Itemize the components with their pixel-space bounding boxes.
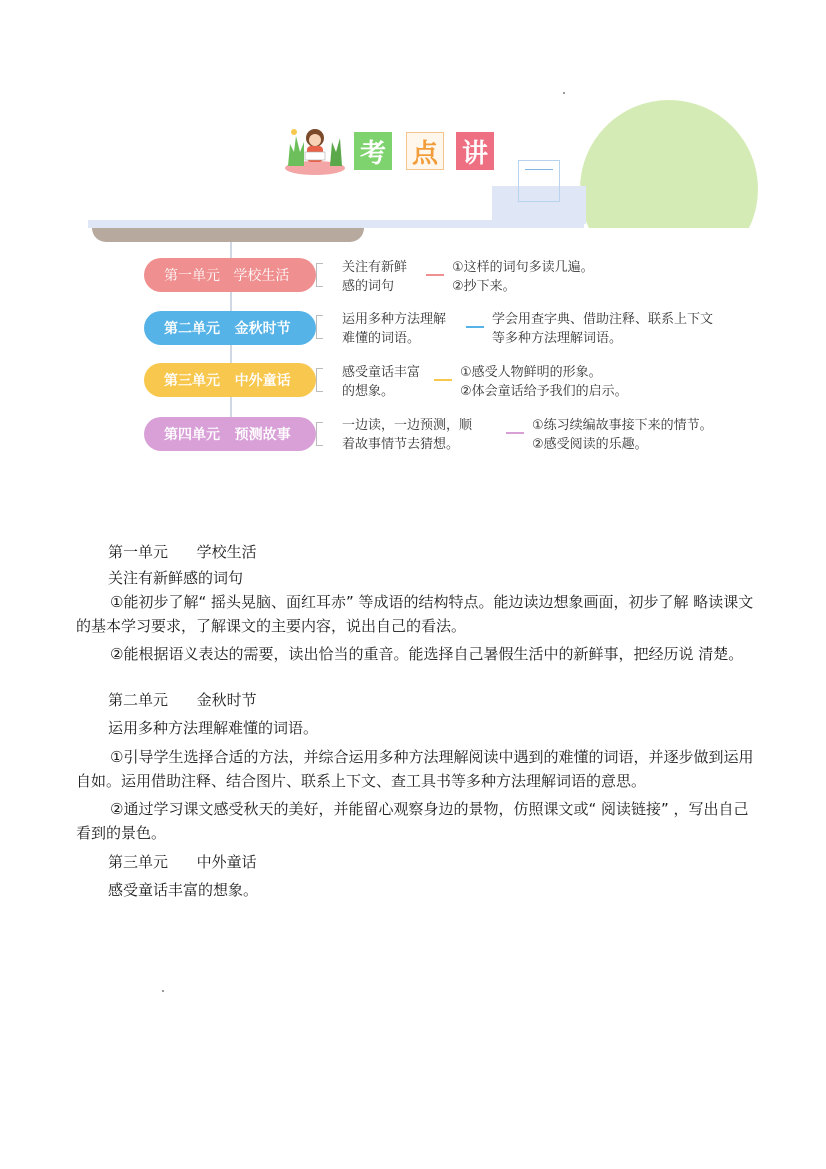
- unit1-paragraph-2: ②能根据语义表达的需要，读出恰当的重音。能选择自己暑假生活中的新鲜事，把经历说 清楚。: [110, 645, 744, 663]
- title-char-jiang: 讲: [456, 132, 494, 170]
- mindmap-goal-4: [342, 416, 492, 454]
- mindmap-bracket: [316, 315, 331, 339]
- title-char-dian: 点: [406, 132, 444, 170]
- skill-line: ②体会童话给予我们的启示。: [460, 384, 628, 399]
- mindmap-unit-3: 第三单元 中外童话: [144, 363, 316, 397]
- skill-line: ②感受阅读的乐趣。: [532, 437, 648, 452]
- skill-line: 等多种方法理解词语。: [492, 331, 623, 346]
- skill-line: ①感受人物鲜明的形象。: [460, 365, 602, 380]
- decorative-outline-box: [518, 160, 560, 202]
- unit2-subheading: 运用多种方法理解难懂的词语。: [108, 719, 319, 737]
- skill-line: ①这样的词句多读几遍。: [452, 260, 594, 275]
- mindmap-goal-3: [342, 363, 472, 401]
- unit3-subheading: 感受童话丰富的想象。: [108, 881, 259, 899]
- goal-line: 着故事情节去猜想。: [342, 437, 460, 452]
- mindmap-skills-3: [460, 363, 628, 401]
- mindmap-skills-1: [452, 258, 594, 296]
- unit1-heading: 第一单元 学校生活: [108, 543, 257, 561]
- mindmap-bracket: [316, 368, 331, 392]
- decorative-dot: [162, 990, 164, 992]
- goal-line: 关注有新鲜: [342, 260, 408, 275]
- mindmap-unit-1: 第一单元 学校生活: [144, 258, 316, 292]
- mindmap-skills-4: [532, 416, 713, 454]
- goal-line: 的想象。: [342, 384, 395, 399]
- child-reading-illustration-icon: [282, 122, 348, 176]
- mindmap-unit-2: 第二单元 金秋时节: [144, 311, 316, 345]
- goal-line: 难懂的词语。: [342, 331, 421, 346]
- decorative-brown-bar: [92, 228, 364, 242]
- unit1-paragraph-1: ①能初步了解“ 摇头晃脑、面红耳赤” 等成语的结构特点。能边读边想象画面，初步了解 略读课文的基本学习要求，了解课文的主要内容，说出自己的看法。: [76, 593, 754, 635]
- skill-line: ②抄下来。: [452, 279, 516, 294]
- mindmap-connector: [466, 326, 484, 328]
- goal-line: 一边读，一边预测，顺: [342, 418, 473, 433]
- mindmap-goal-2: [342, 310, 472, 348]
- unit2-paragraph-1: ①引导学生选择合适的方法，并综合运用多种方法理解阅读中遇到的难懂的词语，并逐步做到运用自如。运用借助注释、结合图片、联系上下文、查工具书等多种方法理解词语的意思。: [76, 748, 754, 790]
- mindmap-connector: [506, 432, 524, 434]
- skill-line: 学会用查字典、借助注释、联系上下文: [492, 312, 714, 327]
- goal-line: 感的词句: [342, 279, 395, 294]
- mindmap-connector: [434, 379, 452, 381]
- unit3-heading: 第三单元 中外童话: [108, 853, 257, 871]
- decorative-blue-strip: [88, 220, 584, 228]
- mindmap-connector: [426, 274, 444, 276]
- title-char-kao: 考: [354, 132, 392, 170]
- decorative-dot: [563, 92, 565, 94]
- unit2-heading: 第二单元 金秋时节: [108, 691, 257, 709]
- mindmap-skills-2: [492, 310, 713, 348]
- goal-line: 感受童话丰富: [342, 365, 421, 380]
- unit2-paragraph-2: ②通过学习课文感受秋天的美好，并能留心观察身边的景物，仿照课文或“ 阅读链接” ，写出自己看到的景色。: [76, 800, 749, 842]
- skill-line: ①练习续编故事接下来的情节。: [532, 418, 713, 433]
- mindmap-unit-4: 第四单元 预测故事: [144, 417, 316, 451]
- mindmap-bracket: [316, 422, 331, 446]
- unit1-subheading: 关注有新鲜感的词句: [108, 569, 244, 587]
- goal-line: 运用多种方法理解: [342, 312, 447, 327]
- mindmap-bracket: [316, 263, 331, 287]
